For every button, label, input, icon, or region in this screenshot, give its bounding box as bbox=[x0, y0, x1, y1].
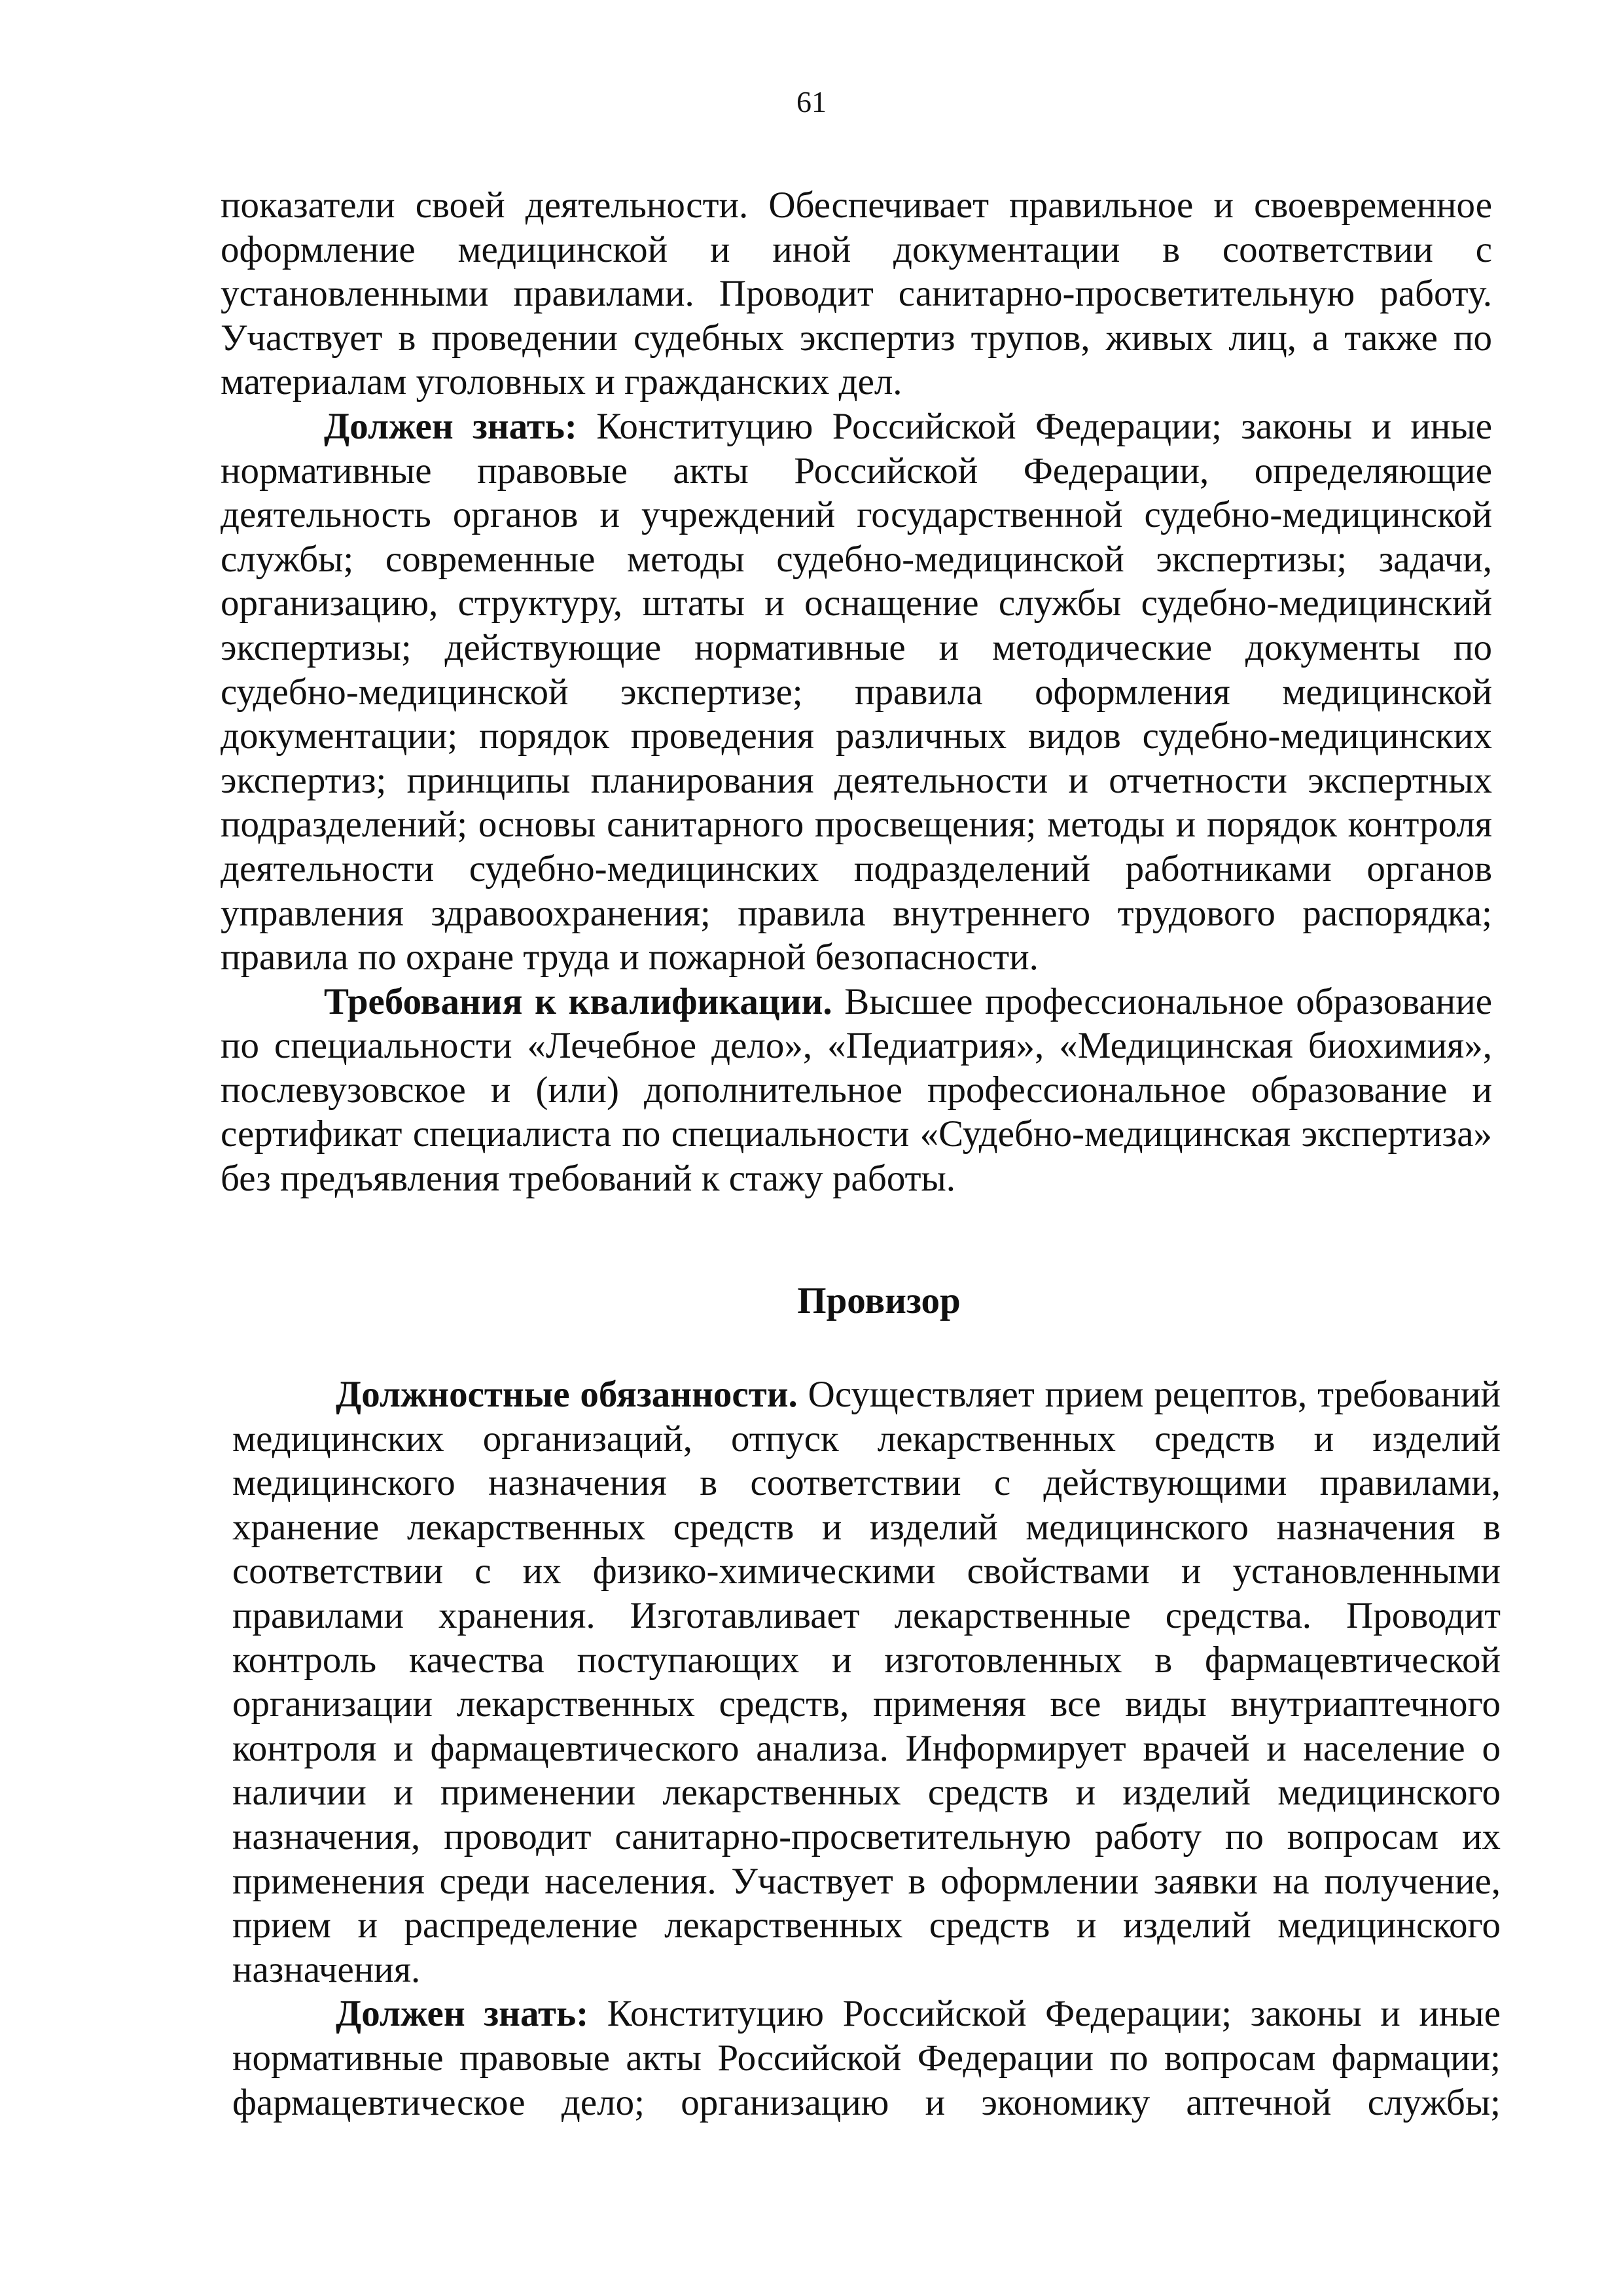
requirements-label: Требования к квалификации. bbox=[324, 980, 832, 1022]
section-forensic-expert bbox=[221, 183, 1492, 1201]
duties-label: Должностные обязанности. bbox=[336, 1374, 798, 1415]
knowledge-label-pharmacist: Должен знать: bbox=[336, 1993, 589, 2035]
duties-paragraph bbox=[232, 1372, 1501, 1992]
requirements-paragraph bbox=[221, 980, 1492, 1201]
duties-text: Осуществляет прием рецептов, требований медицинских организаций, отпуск лекарственных средств и изделий медицинского назначения в соответствии с действующими правилами, хранение лекарственных средств и изделий медицинского назначения в соответствии с их физико-химическими свойствами и установленными правилами хранения. Изготавливает лекарственные средства. Проводит контроль качества поступающих и изготовленных в фармацевтической организации лекарственных средств, применяя все виды внутриаптечного контроля и фармацевтического анализа. Информирует врачей и население о наличии и применении лекарственных средств и изделий медицинского назначения, проводит санитарно-просветительную работу по вопросам их применения среди населения. Участвует в оформлении заявки на получение, прием и распределение лекарственных средств и изделий медицинского назначения. bbox=[232, 1374, 1501, 1990]
section-pharmacist bbox=[232, 1372, 1501, 2125]
duties-continuation-paragraph: показатели своей деятельности. Обеспечивает правильное и своевременное оформление медицинской и иной документации в соответствии с установленными правилами. Проводит санитарно-просветительную работу. Участвует в проведении судебных экспертиз трупов, живых лиц, а также по материалам уголовных и гражданских дел. bbox=[221, 185, 1492, 403]
section-title-pharmacist: Провизор bbox=[797, 1280, 961, 1321]
requirements-text: Высшее профессиональное образование по специальности «Лечебное дело», «Педиатрия», «Медицинская биохимия», послевузовское и (или) дополнительное профессиональное образование и сертификат специалиста по специальности «Судебно-медицинская экспертиза» без предъявления требований к стажу работы. bbox=[221, 980, 1492, 1200]
knowledge-label: Должен знать: bbox=[324, 405, 577, 447]
knowledge-text-pharmacist: Конституцию Российской Федерации; законы и иные нормативные правовые акты Российской Федерации по вопросам фармации; фармацевтическое дело; организацию и экономику аптечной службы; bbox=[232, 1993, 1501, 2123]
knowledge-text: Конституцию Российской Федерации; законы и иные нормативные правовые акты Российской Федерации, определяющие деятельность органов и учреждений государственной судебно-медицинской службы; современные методы судебно-медицинской экспертизы; задачи, организацию, структуру, штаты и оснащение службы судебно-медицинский экспертизы; действующие нормативные и методические документы по судебно-медицинской экспертизе; правила оформления медицинской документации; порядок проведения различных видов судебно-медицинских экспертиз; принципы планирования деятельности и отчетности экспертных подразделений; основы санитарного просвещения; методы и порядок контроля деятельности судебно-медицинских подразделений работниками органов управления здравоохранения; правила внутреннего трудового распорядка; правила по охране труда и пожарной безопасности. bbox=[221, 405, 1493, 978]
knowledge-paragraph-pharmacist bbox=[232, 1992, 1501, 2125]
knowledge-paragraph bbox=[221, 404, 1492, 980]
page-number: 61 bbox=[796, 85, 827, 118]
